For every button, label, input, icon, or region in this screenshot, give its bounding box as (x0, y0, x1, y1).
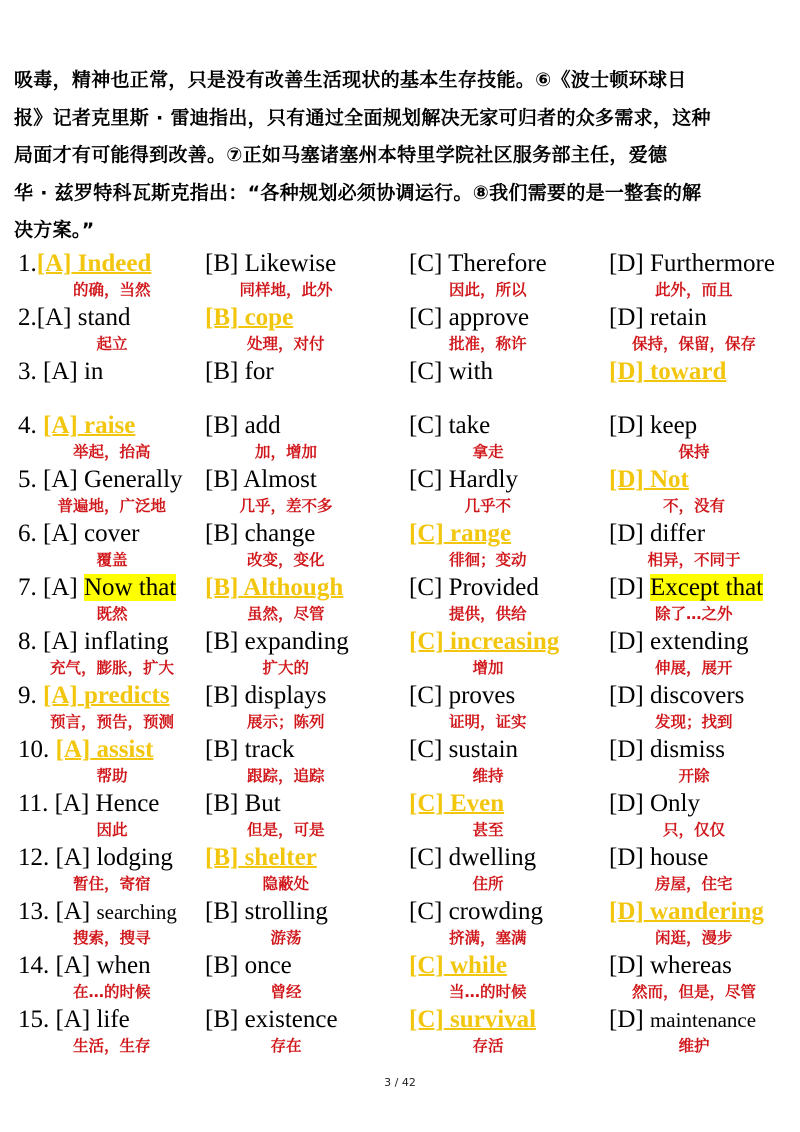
option-gloss: 起立 (96, 335, 128, 353)
option-label (409, 628, 559, 655)
option-word: Except that (649, 574, 764, 601)
option-label (609, 628, 749, 655)
question-row (0, 789, 800, 843)
option-letter: [D] (609, 304, 644, 331)
option-word: Indeed (77, 250, 152, 277)
option-word: shelter (244, 844, 317, 871)
option-letter: [C] (409, 304, 443, 331)
question-row (0, 735, 800, 789)
option-letter: [A] (55, 736, 91, 763)
option-letter: [B] (205, 682, 239, 709)
option-letter: [C] (409, 412, 443, 439)
option-label (43, 574, 176, 601)
option-gloss: 房屋，住宅 (655, 875, 733, 893)
option-word: discovers (649, 682, 745, 709)
option-word: Although (243, 574, 344, 601)
option-label (609, 574, 763, 601)
option-label (409, 844, 536, 871)
option-letter: [C] (409, 574, 443, 601)
option-gloss: 因此，所以 (449, 281, 527, 299)
option-letter: [C] (409, 1006, 444, 1033)
option-letter: [D] (609, 736, 644, 763)
option-letter: [A] (55, 898, 91, 925)
option-word: assist (96, 736, 154, 763)
option-label (56, 898, 177, 925)
option-label (609, 844, 708, 871)
question-number: 2. (18, 304, 37, 331)
option-label (205, 682, 327, 709)
option-letter: [D] (609, 250, 644, 277)
option-word: whereas (649, 952, 732, 979)
option-letter: [C] (409, 898, 443, 925)
option-label (205, 844, 317, 871)
question-row (0, 627, 800, 681)
option-letter: [C] (409, 844, 443, 871)
option-letter: [D] (609, 1006, 644, 1033)
page-number: 3 / 42 (384, 1076, 416, 1089)
option-word: range (449, 520, 512, 547)
option-word: strolling (244, 898, 328, 925)
option-gloss: 证明，证实 (449, 713, 527, 731)
option-letter: [D] (609, 790, 644, 817)
option-label (43, 466, 183, 493)
question-number: 7. (18, 574, 37, 601)
option-word: Even (449, 790, 505, 817)
option-gloss: 既然 (96, 605, 128, 623)
option-label (37, 304, 131, 331)
option-gloss: 徘徊；变动 (449, 551, 527, 569)
option-gloss: 预言，预告，预测 (50, 713, 175, 731)
option-gloss: 搜索，搜寻 (73, 929, 151, 947)
option-word: Not (649, 466, 689, 493)
option-word: existence (244, 1006, 338, 1033)
option-word: track (244, 736, 295, 763)
option-gloss: 只，仅仅 (663, 821, 726, 839)
option-word: displays (244, 682, 327, 709)
option-word: wandering (649, 898, 764, 925)
option-letter: [B] (205, 304, 239, 331)
option-label (205, 304, 293, 331)
option-word: Hardly (448, 466, 518, 493)
option-label (609, 736, 725, 763)
option-label (409, 736, 518, 763)
option-letter: [C] (409, 358, 443, 385)
option-word: take (448, 412, 491, 439)
option-gloss: 隐蔽处 (262, 875, 310, 893)
option-gloss: 因此 (96, 821, 128, 839)
option-word: life (96, 1006, 130, 1033)
option-letter: [A] (43, 628, 78, 655)
option-gloss: 提供，供给 (449, 605, 527, 623)
option-label (205, 1006, 338, 1033)
option-label (609, 358, 726, 385)
option-gloss: 但是，可是 (247, 821, 325, 839)
option-letter: [D] (609, 358, 644, 385)
option-word: cover (83, 520, 140, 547)
option-letter: [C] (409, 520, 444, 547)
option-label (56, 1006, 130, 1033)
option-label (609, 682, 744, 709)
option-word: with (448, 358, 494, 385)
option-gloss: 扩大的 (262, 659, 310, 677)
option-gloss: 曾经 (270, 983, 302, 1001)
option-gloss: 充气，膨胀，扩大 (50, 659, 175, 677)
option-letter: [B] (205, 1006, 239, 1033)
option-word: sustain (448, 736, 519, 763)
question-number: 4. (18, 412, 37, 439)
option-word: Almost (243, 466, 317, 493)
option-gloss: 加，增加 (255, 443, 318, 461)
option-gloss: 游荡 (270, 929, 302, 947)
option-word: dwelling (448, 844, 537, 871)
option-word: add (244, 412, 281, 439)
option-letter: [A] (43, 358, 78, 385)
option-letter: [A] (43, 412, 78, 439)
option-letter: [A] (43, 520, 78, 547)
question-number: 3. (18, 358, 37, 385)
option-word: expanding (244, 628, 349, 655)
option-word: predicts (83, 682, 170, 709)
option-letter: [B] (205, 520, 239, 547)
option-word: increasing (449, 628, 560, 655)
option-gloss: 拿走 (472, 443, 504, 461)
option-word: Only (649, 790, 700, 817)
option-letter: [D] (609, 682, 644, 709)
passage-line: 吸毒，精神也正常，只是没有改善生活现状的基本生存技能。⑥《波士顿环球日 (14, 69, 687, 91)
option-gloss: 处理，对付 (247, 335, 325, 353)
option-label (609, 412, 697, 439)
question-number: 8. (18, 628, 37, 655)
option-word: Hence (95, 790, 160, 817)
question-row (0, 1005, 800, 1059)
option-label (205, 358, 274, 385)
option-gloss: 增加 (472, 659, 504, 677)
option-label (609, 520, 705, 547)
option-gloss: 批准，称许 (449, 335, 527, 353)
option-letter: [A] (36, 250, 72, 277)
option-label (205, 628, 349, 655)
option-word: Likewise (244, 250, 337, 277)
option-letter: [B] (205, 574, 239, 601)
option-label (609, 898, 764, 925)
option-gloss: 保持 (678, 443, 710, 461)
option-gloss: 挤满，塞满 (449, 929, 527, 947)
option-letter: [D] (609, 628, 644, 655)
option-gloss: 改变，变化 (247, 551, 325, 569)
option-label (43, 682, 170, 709)
option-gloss: 的确，当然 (73, 281, 151, 299)
option-word: while (449, 952, 507, 979)
option-label (43, 358, 103, 385)
option-word: maintenance (649, 1008, 757, 1032)
option-letter: [D] (609, 952, 644, 979)
question-row (0, 357, 800, 411)
option-gloss: 甚至 (472, 821, 504, 839)
option-word: retain (649, 304, 707, 331)
option-label (205, 790, 281, 817)
question-number: 10. (18, 736, 50, 763)
option-letter: [A] (43, 574, 78, 601)
option-label (56, 736, 154, 763)
option-letter: [A] (55, 952, 91, 979)
option-letter: [D] (609, 466, 644, 493)
option-gloss: 虽然，尽管 (247, 605, 325, 623)
option-letter: [C] (409, 952, 444, 979)
option-gloss: 此外，而且 (655, 281, 733, 299)
option-word: Therefore (448, 250, 547, 277)
option-letter: [D] (609, 412, 644, 439)
question-row (0, 681, 800, 735)
question-number: 9. (18, 682, 37, 709)
option-letter: [C] (409, 250, 443, 277)
option-letter: [D] (609, 844, 644, 871)
option-label (409, 250, 547, 277)
option-gloss: 维持 (472, 767, 504, 785)
option-letter: [C] (409, 682, 443, 709)
option-label (409, 412, 490, 439)
option-label (409, 358, 493, 385)
option-label (409, 682, 515, 709)
option-label (609, 304, 707, 331)
option-letter: [B] (205, 358, 239, 385)
option-letter: [C] (409, 628, 444, 655)
option-label (205, 412, 281, 439)
option-gloss: 几乎不 (464, 497, 512, 515)
question-row (0, 465, 800, 519)
question-row (0, 573, 800, 627)
question-row (0, 951, 800, 1005)
option-gloss: 举起，抬高 (73, 443, 151, 461)
option-gloss: 相异，不同于 (647, 551, 741, 569)
option-gloss: 开除 (678, 767, 710, 785)
option-word: inflating (83, 628, 169, 655)
option-word: in (83, 358, 104, 385)
option-letter: [C] (409, 736, 443, 763)
option-gloss: 然而，但是，尽管 (632, 983, 757, 1001)
option-word: approve (448, 304, 530, 331)
option-gloss: 同样地，此外 (239, 281, 333, 299)
option-gloss: 普遍地，广泛地 (57, 497, 167, 515)
passage-line: 局面才有可能得到改善。⑦正如马塞诸塞州本特里学院社区服务部主任，爱德 (14, 144, 668, 166)
option-word: house (649, 844, 709, 871)
option-label (205, 466, 317, 493)
option-label (205, 520, 315, 547)
option-letter: [B] (205, 250, 239, 277)
option-gloss: 生活，生存 (73, 1037, 151, 1055)
option-word: Generally (83, 466, 183, 493)
option-label (409, 574, 539, 601)
option-letter: [A] (55, 844, 91, 871)
option-letter: [B] (205, 952, 239, 979)
option-gloss: 帮助 (96, 767, 128, 785)
question-number: 12. (18, 844, 50, 871)
option-label (43, 412, 135, 439)
option-letter: [A] (43, 682, 78, 709)
question-row (0, 303, 800, 357)
passage-line: 华 · 兹罗特科瓦斯克指出：“各种规划必须协调运行。⑧我们需要的是一整套的解 (14, 181, 702, 204)
option-letter: [B] (205, 466, 239, 493)
option-word: Now that (83, 574, 177, 601)
option-word: when (96, 952, 151, 979)
option-letter: [A] (43, 466, 78, 493)
option-label (43, 628, 169, 655)
option-gloss: 保持，保留，保存 (632, 335, 757, 353)
option-label (409, 898, 543, 925)
option-gloss: 不，没有 (663, 497, 726, 515)
option-word: But (244, 790, 281, 817)
option-letter: [A] (55, 1006, 91, 1033)
option-label (205, 898, 328, 925)
option-label (609, 952, 732, 979)
question-number: 1. (18, 250, 37, 277)
option-label (43, 520, 140, 547)
option-gloss: 覆盖 (96, 551, 128, 569)
option-letter: [B] (205, 790, 239, 817)
option-letter: [A] (54, 790, 90, 817)
option-word: for (244, 358, 274, 385)
option-word: crowding (448, 898, 543, 925)
question-row (0, 897, 800, 951)
option-word: differ (649, 520, 706, 547)
option-label (409, 790, 504, 817)
option-word: Provided (448, 574, 539, 601)
option-letter: [C] (409, 790, 444, 817)
option-word: stand (77, 304, 131, 331)
option-word: extending (649, 628, 749, 655)
option-label (37, 250, 152, 277)
option-word: raise (83, 412, 136, 439)
passage-text (14, 62, 790, 250)
option-label (409, 520, 511, 547)
option-word: once (244, 952, 292, 979)
question-number: 11. (18, 790, 49, 817)
option-letter: [D] (609, 574, 644, 601)
passage-line: 决方案。” (14, 219, 95, 241)
option-letter: [D] (609, 520, 644, 547)
option-word: searching (96, 900, 177, 924)
option-gloss: 几乎，差不多 (239, 497, 333, 515)
option-gloss: 发现；找到 (655, 713, 733, 731)
option-letter: [B] (205, 628, 239, 655)
passage-line: 报》记者克里斯 · 雷迪指出，只有通过全面规划解决无家可归者的众多需求，这种 (14, 106, 711, 129)
option-label (609, 250, 775, 277)
question-number: 14. (18, 952, 50, 979)
option-letter: [B] (205, 898, 239, 925)
option-letter: [B] (205, 844, 239, 871)
question-row (0, 843, 800, 897)
option-word: keep (649, 412, 698, 439)
option-word: toward (649, 358, 727, 385)
option-label (609, 466, 689, 493)
option-word: proves (448, 682, 516, 709)
option-word: lodging (96, 844, 173, 871)
option-word: cope (244, 304, 294, 331)
option-letter: [B] (205, 412, 239, 439)
option-letter: [A] (36, 304, 72, 331)
option-letter: [B] (205, 736, 239, 763)
question-number: 6. (18, 520, 37, 547)
option-letter: [C] (409, 466, 443, 493)
question-row (0, 519, 800, 573)
option-gloss: 存在 (270, 1037, 302, 1055)
question-row (0, 411, 800, 465)
option-gloss: 除了…之外 (655, 605, 733, 623)
option-label (205, 736, 295, 763)
option-label (409, 466, 518, 493)
option-gloss: 住所 (472, 875, 504, 893)
option-label (55, 790, 160, 817)
option-word: dismiss (649, 736, 725, 763)
option-label (409, 304, 529, 331)
question-number: 13. (18, 898, 50, 925)
option-gloss: 在…的时候 (73, 983, 151, 1001)
option-gloss: 展示；陈列 (247, 713, 325, 731)
option-label (205, 250, 336, 277)
option-gloss: 伸展，展开 (655, 659, 733, 677)
option-gloss: 存活 (472, 1037, 504, 1055)
option-gloss: 暂住，寄宿 (73, 875, 151, 893)
option-gloss: 闲逛，漫步 (655, 929, 733, 947)
option-gloss: 当…的时候 (449, 983, 527, 1001)
option-label (409, 952, 507, 979)
option-label (609, 1006, 756, 1033)
question-number: 5. (18, 466, 37, 493)
option-word: Furthermore (649, 250, 775, 277)
option-gloss: 跟踪，追踪 (247, 767, 325, 785)
option-word: survival (449, 1006, 537, 1033)
option-letter: [D] (609, 898, 644, 925)
option-label (205, 574, 343, 601)
option-label (56, 844, 173, 871)
question-number: 15. (18, 1006, 50, 1033)
question-row (0, 249, 800, 303)
option-gloss: 维护 (678, 1037, 710, 1055)
option-label (56, 952, 151, 979)
option-word: change (244, 520, 316, 547)
option-label (409, 1006, 536, 1033)
option-label (609, 790, 700, 817)
option-label (205, 952, 292, 979)
